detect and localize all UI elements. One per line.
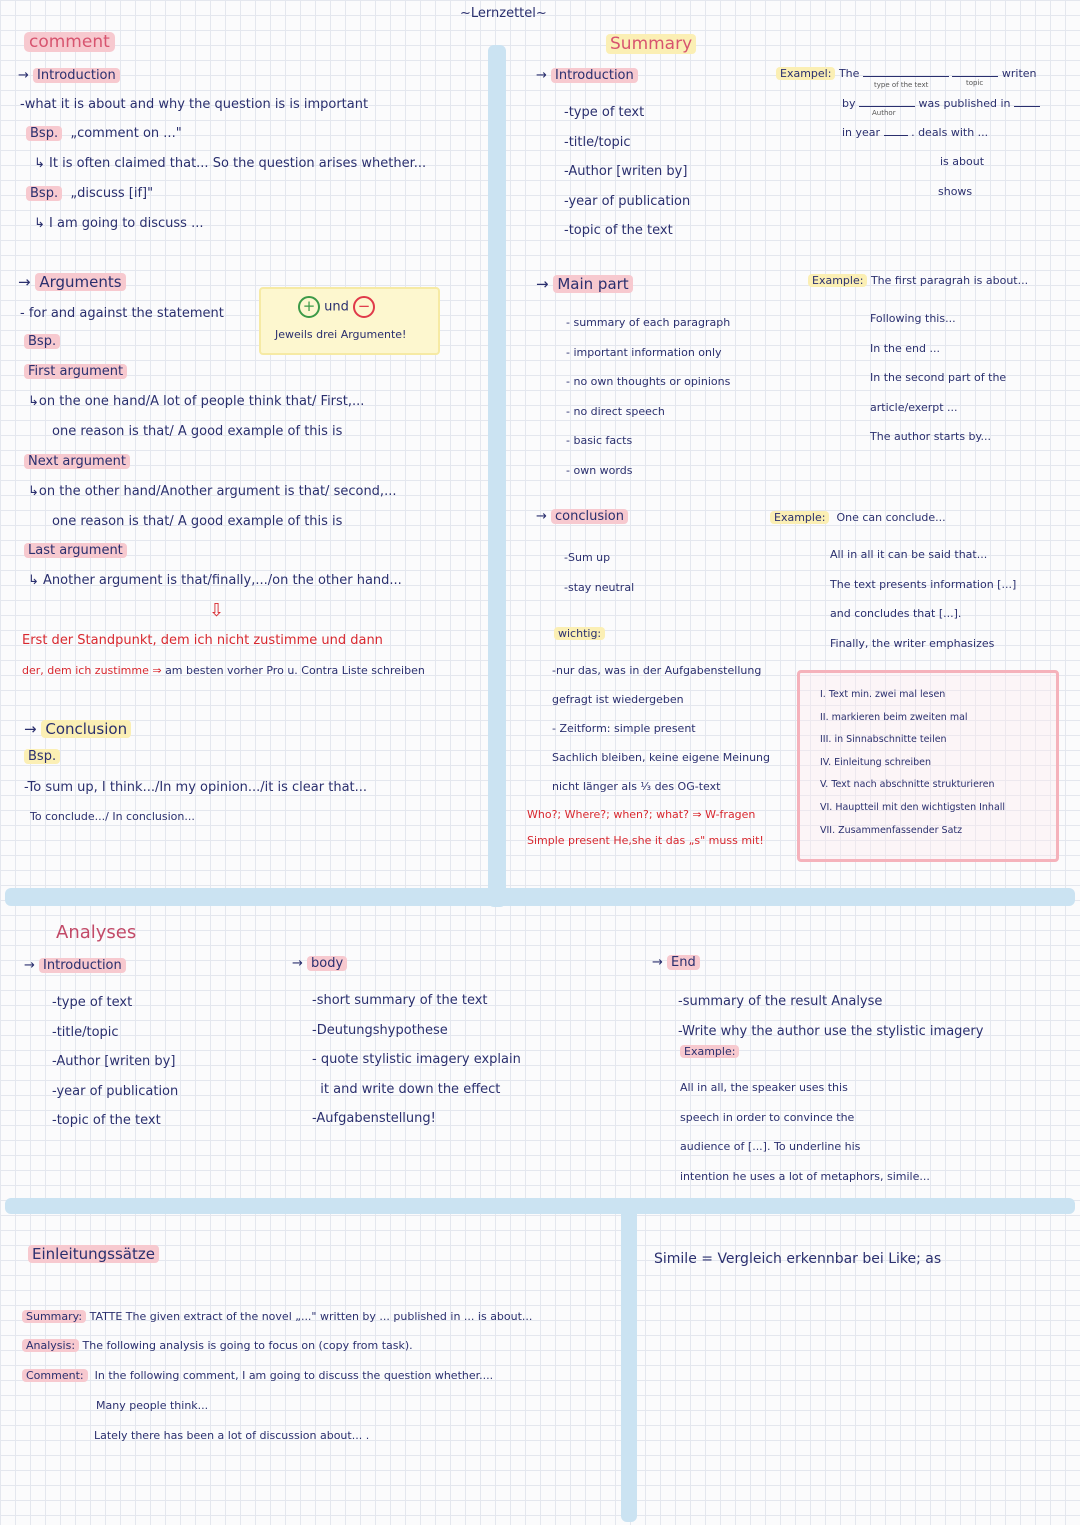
simple-present-note: Simple present He,she it das „s" muss mit!	[527, 834, 764, 847]
summary-conclusion-head: → conclusion	[536, 509, 628, 524]
list-item: -year of publication	[52, 1083, 179, 1099]
einleitung-extra1: Many people think...	[96, 1399, 209, 1412]
list-item: -type of text	[52, 995, 133, 1010]
comment-conclusion-line1: -To sum up, I think.../In my opinion.../it is clear that...	[24, 780, 368, 795]
first-argument-label: First argument	[24, 364, 127, 379]
summary-conclusion-example-lines	[830, 540, 1016, 658]
summary-example-line1: Exampel: The writen	[776, 67, 1037, 80]
summary-conclusion-list	[564, 543, 634, 603]
comment-bsp1-arrow: ↳ It is often claimed that... So the question arises whether...	[34, 156, 427, 171]
summary-example-line2: by was published in	[842, 97, 1040, 110]
list-item: III. in Sinnabschnitte teilen	[820, 734, 947, 746]
list-item: intention he uses a lot of metaphors, simile...	[680, 1169, 930, 1183]
list-item: -type of text	[564, 105, 645, 120]
wichtig-label: wichtig:	[554, 627, 605, 640]
list-item: - no direct speech	[566, 404, 665, 418]
list-item: -Aufgabenstellung!	[312, 1111, 436, 1126]
list-item: All in all it can be said that...	[830, 548, 988, 561]
comment-conclusion-line2: To conclude.../ In conclusion...	[30, 810, 195, 823]
comment-bsp2: Bsp. „discuss [if]"	[26, 186, 153, 201]
comment-conclusion-bsp: Bsp.	[24, 749, 60, 764]
down-arrow-icon: ⇩	[209, 600, 225, 621]
list-item: -Deutungshypothese	[312, 1022, 448, 1038]
comment-intro-line: -what it is about and why the question is is important	[20, 97, 369, 112]
list-item: -topic of the text	[52, 1113, 161, 1128]
list-item: and concludes that [...].	[830, 607, 962, 620]
red-note-line2: der, dem ich zustimme ⇒ am besten vorher Pro u. Contra Liste schreiben	[22, 664, 425, 677]
main-part-list	[566, 308, 730, 485]
einleitung-comment: Comment: In the following comment, I am going to discuss the question whether....	[22, 1369, 493, 1382]
list-item: VII. Zusammenfassender Satz	[820, 824, 963, 836]
list-item: -Author [writen by]	[564, 164, 688, 179]
list-item: nicht länger als ⅓ des OG-text	[552, 780, 721, 793]
first-argument-line2: one reason is that/ A good example of this is	[52, 424, 343, 439]
list-item: -Sum up	[564, 551, 611, 564]
analyses-end-list	[678, 987, 983, 1046]
summary-example-line5: shows	[938, 185, 973, 198]
comment-conclusion-head: → Conclusion	[24, 720, 131, 738]
last-argument-label: Last argument	[24, 543, 127, 558]
list-item: Finally, the writer emphasizes	[830, 636, 995, 650]
list-item: -title/topic	[52, 1024, 119, 1040]
horizontal-divider-2	[5, 1198, 1075, 1214]
list-item: -nur das, was in der Aufgabenstellung	[552, 664, 762, 677]
list-item: - own words	[566, 463, 633, 477]
list-item: In the second part of the	[870, 371, 1007, 384]
main-part-example-head: Example: The first paragrah is about...	[808, 274, 1028, 287]
einleitung-analysis: Analysis: The following analysis is going to focus on (copy from task).	[22, 1339, 413, 1352]
list-item: -Write why the author use the stylistic imagery	[678, 1023, 984, 1039]
list-item: IV. Einleitung schreiben	[820, 756, 931, 768]
list-item: -topic of the text	[564, 223, 673, 238]
steps-list	[820, 684, 1005, 842]
analyses-end-head: → End	[652, 955, 700, 970]
list-item: audience of [...]. To underline his	[680, 1140, 861, 1153]
w-fragen-note: Who?; Where?; when?; what? ⇒ W-fragen	[527, 808, 756, 821]
arguments-bsp: Bsp.	[24, 334, 60, 349]
summary-example-line3: in year . deals with ...	[842, 126, 989, 139]
einleitung-heading: Einleitungssätze	[28, 1245, 159, 1263]
center-divider-bottom	[621, 1204, 637, 1522]
list-item: it and write down the effect	[320, 1081, 501, 1097]
analyses-end-example-lines	[680, 1073, 930, 1191]
list-item: speech in order to convince the	[680, 1110, 855, 1124]
list-item: The text presents information [...]	[830, 577, 1017, 591]
list-item: V. Text nach abschnitte strukturieren	[820, 779, 995, 791]
summary-heading: Summary	[606, 34, 696, 54]
analyses-intro-list	[52, 988, 178, 1136]
three-arguments-text: Jeweils drei Argumente!	[275, 328, 407, 341]
arguments-head: → Arguments	[18, 273, 126, 291]
analyses-end-example-label: Example:	[680, 1045, 739, 1058]
plus-icon: +	[298, 296, 320, 318]
page-title: ~Lernzettel~	[460, 6, 547, 21]
einleitung-summary: Summary: TATTE The given extract of the novel „..." written by ... published in ... is about...	[22, 1310, 532, 1323]
tiny-author: Author	[872, 109, 896, 117]
last-argument-line1: ↳ Another argument is that/finally,.../on the other hand...	[28, 573, 402, 588]
list-item: II. markieren beim zweiten mal	[820, 711, 968, 723]
list-item: - Zeitform: simple present	[552, 722, 696, 735]
list-item: -summary of the result Analyse	[678, 994, 883, 1009]
list-item: -title/topic	[564, 134, 631, 150]
list-item: Sachlich bleiben, keine eigene Meinung	[552, 751, 771, 764]
list-item: VI. Hauptteil mit den wichtigsten Inhall	[820, 801, 1006, 813]
main-part-head: → Main part	[536, 275, 633, 293]
analyses-body-head: → body	[292, 956, 347, 971]
red-note-line1: Erst der Standpunkt, dem ich nicht zustimme und dann	[22, 633, 383, 648]
comment-bsp2-arrow: ↳ I am going to discuss ...	[34, 216, 204, 231]
list-item: The author starts by...	[870, 430, 991, 443]
analyses-heading: Analyses	[56, 922, 137, 943]
summary-intro-head: → Introduction	[536, 68, 638, 83]
list-item: All in all, the speaker uses this	[680, 1081, 848, 1094]
list-item: - basic facts	[566, 434, 633, 447]
analyses-body-list	[312, 986, 521, 1134]
wichtig-lines	[552, 656, 770, 801]
first-argument-line1: ↳on the one hand/A lot of people think that/ First,...	[28, 394, 365, 409]
summary-conclusion-example-head: Example: One can conclude...	[770, 511, 946, 524]
main-part-example-lines	[870, 304, 1006, 452]
minus-icon: −	[353, 296, 375, 318]
comment-heading: comment	[24, 32, 115, 52]
comment-intro-head: → Introduction	[18, 68, 120, 83]
analyses-intro-head: → Introduction	[24, 958, 126, 973]
list-item: - quote stylistic imagery explain	[312, 1052, 521, 1067]
list-item: -Author [writen by]	[52, 1054, 176, 1069]
list-item: article/exerpt ...	[870, 400, 958, 414]
summary-example-line4: is about	[940, 155, 985, 168]
list-item: -year of publication	[564, 193, 691, 209]
horizontal-divider-1	[5, 888, 1075, 906]
tiny-topic: topic	[966, 79, 984, 87]
list-item: - no own thoughts or opinions	[566, 375, 731, 388]
simile-note: Simile = Vergleich erkennbar bei Like; as	[654, 1251, 942, 1267]
next-argument-line1: ↳on the other hand/Another argument is that/ second,...	[28, 484, 397, 499]
tiny-type-of-text: type of the text	[874, 81, 929, 89]
arguments-line: - for and against the statement	[20, 306, 224, 321]
list-item: I. Text min. zwei mal lesen	[820, 689, 946, 700]
center-divider-top	[488, 45, 506, 907]
next-argument-label: Next argument	[24, 454, 130, 469]
list-item: - important information only	[566, 345, 722, 359]
list-item: Following this...	[870, 312, 956, 325]
list-item: -short summary of the text	[312, 993, 488, 1008]
list-item: - summary of each paragraph	[566, 316, 731, 329]
summary-intro-list	[564, 98, 690, 246]
comment-bsp1: Bsp. „comment on ..."	[26, 126, 182, 141]
einleitung-extra2: Lately there has been a lot of discussion about... .	[94, 1429, 370, 1442]
list-item: In the end ...	[870, 341, 940, 355]
pro-contra-icons: + und −	[298, 296, 375, 318]
next-argument-line2: one reason is that/ A good example of this is	[52, 514, 343, 529]
list-item: gefragt ist wiedergeben	[552, 693, 684, 706]
list-item: -stay neutral	[564, 581, 635, 594]
